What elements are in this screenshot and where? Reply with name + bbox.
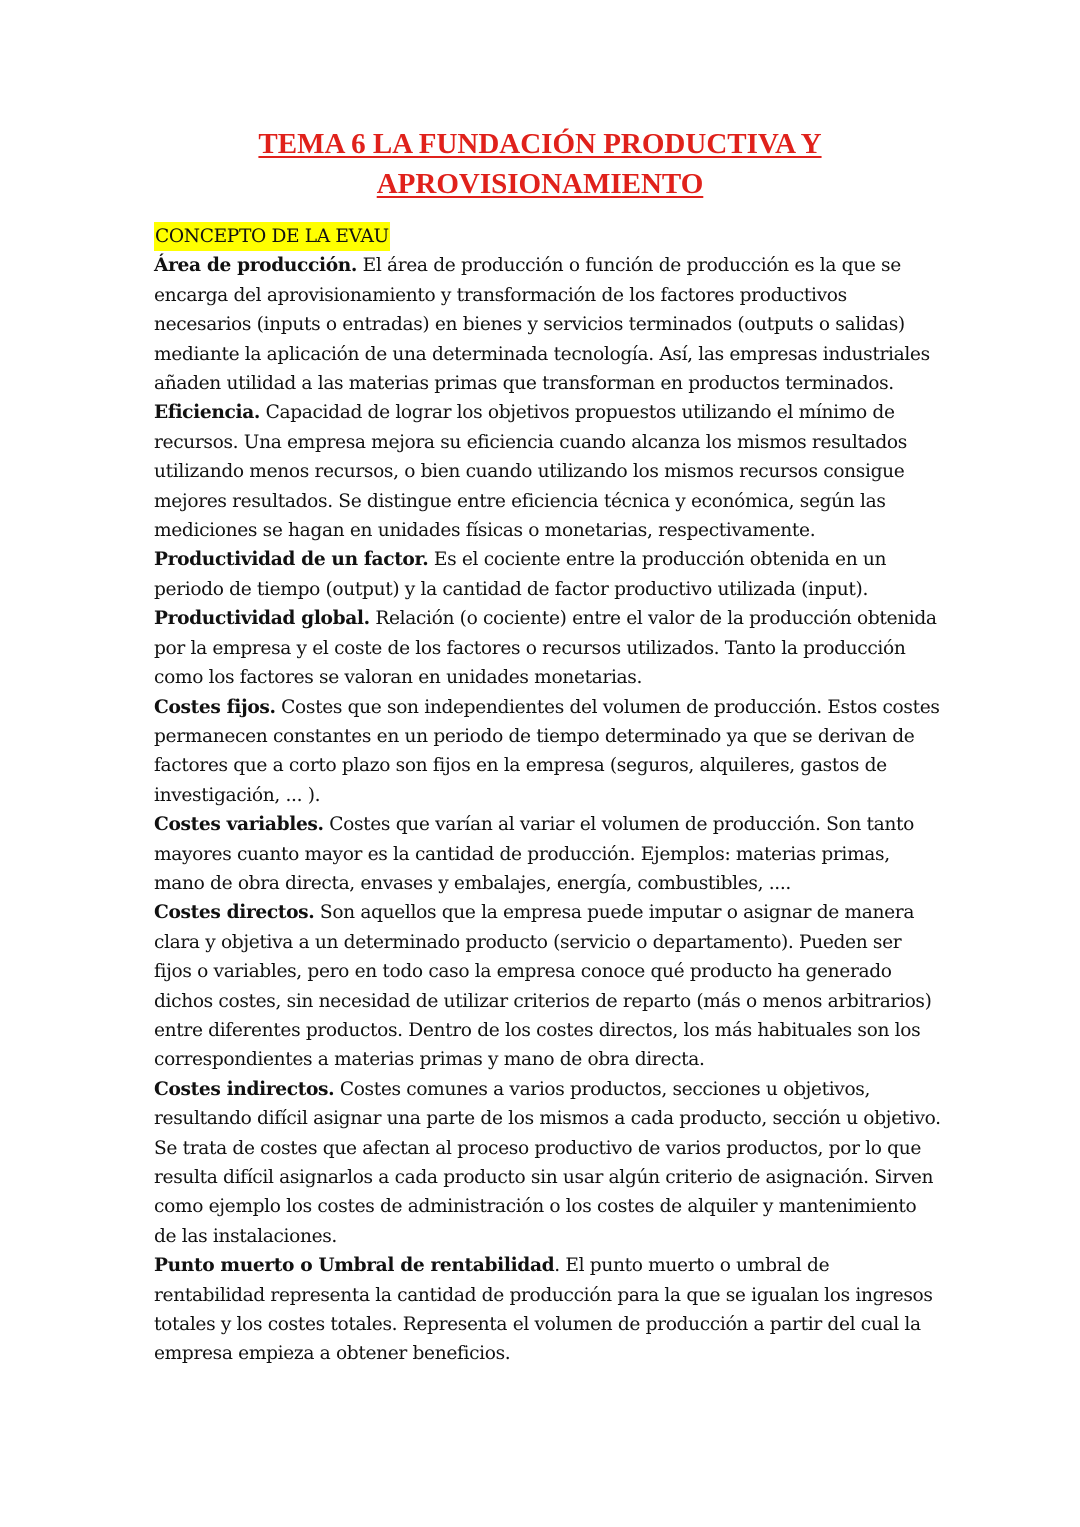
definition-term: Área de producción. [154,255,358,277]
definition-term: Punto muerto o Umbral de rentabilidad [154,1255,555,1277]
definition-term: Productividad global. [154,608,370,630]
definition-area-produccion [154,251,944,398]
definition-costes-directos [154,898,944,1074]
definition-term: Costes fijos. [154,696,276,718]
definition-text: Son aquellos que la empresa puede imputar o asignar de manera clara y objetiva a un determinado producto (servicio o departamento). Pueden ser fijos o variables, pero en todo caso la empresa conoce qué producto ha generado dichos costes, sin necesidad de utilizar criterios de reparto (más o menos arbitrarios) entre diferentes productos. Dentro de los costes directos, los más habituales son los correspondientes a materias primas y mano de obra directa. [154,902,932,1071]
definition-eficiencia [154,398,944,545]
definition-term: Productividad de un factor. [154,549,429,571]
definition-text: Costes que son independientes del volumen de producción. Estos costes permanecen constantes en un periodo de tiempo determinado ya que se derivan de factores que a corto plazo son fijos en la empresa (seguros, alquileres, gastos de investigación, ... ). [154,696,940,806]
definition-text: Es el cociente entre la producción obtenida en un periodo de tiempo (output) y la cantidad de factor productivo utilizada (input). [154,549,887,600]
definition-costes-indirectos [154,1075,944,1251]
definition-term: Eficiencia. [154,402,261,424]
definition-term: Costes indirectos. [154,1078,335,1100]
definition-text: Capacidad de lograr los objetivos propuestos utilizando el mínimo de recursos. Una empresa mejora su eficiencia cuando alcanza los mismos resultados utilizando menos recursos, o bien cuando utilizando los mismos recursos consigue mejores resultados. Se distingue entre eficiencia técnica y económica, según las mediciones se hagan en unidades físicas o monetarias, respectivamente. [154,402,907,542]
definition-punto-muerto [154,1251,944,1369]
document-body [154,222,944,1369]
title-line-1: TEMA 6 LA FUNDACIÓN PRODUCTIVA Y [258,128,822,160]
definition-text: Costes comunes a varios productos, secciones u objetivos, resultando difícil asignar una parte de los mismos a cada producto, sección u objetivo. Se trata de costes que afectan al proceso productivo de varios productos, por lo que resulta difícil asignarlos a cada producto sin usar algún criterio de asignación. Sirven como ejemplo los costes de administración o los costes de alquiler y mantenimiento de las instalaciones. [154,1078,941,1247]
definition-text: Costes que varían al variar el volumen de producción. Son tanto mayores cuanto mayor es la cantidad de producción. Ejemplos: materias primas, mano de obra directa, envases y embalajes, energía, combustibles, .... [154,814,914,894]
definition-text: El área de producción o función de producción es la que se encarga del aprovisionamiento y transformación de los factores productivos necesarios (inputs o entradas) en bienes y servicios terminados (outputs o salidas) mediante la aplicación de una determinada tecnología. Así, las empresas industriales añaden utilidad a las materias primas que transforman en productos terminados. [154,255,930,395]
section-label: CONCEPTO DE LA EVAU [154,222,390,251]
title-line-2: APROVISIONAMIENTO [376,168,704,200]
definition-costes-fijos [154,693,944,811]
definition-productividad-factor [154,545,944,604]
definition-term: Costes variables. [154,814,324,836]
definition-text: Relación (o cociente) entre el valor de la producción obtenida por la empresa y el coste de los factores o recursos utilizados. Tanto la producción como los factores se valoran en unidades monetarias. [154,608,937,689]
definition-term: Costes directos. [154,902,315,924]
definition-costes-variables [154,810,944,898]
definition-productividad-global [154,604,944,692]
definition-text: . El punto muerto o umbral de rentabilidad representa la cantidad de producción para la que se igualan los ingresos totales y los costes totales. Representa el volumen de producción a partir del cual la empresa empieza a obtener beneficios. [154,1255,933,1365]
document-title [120,124,960,204]
